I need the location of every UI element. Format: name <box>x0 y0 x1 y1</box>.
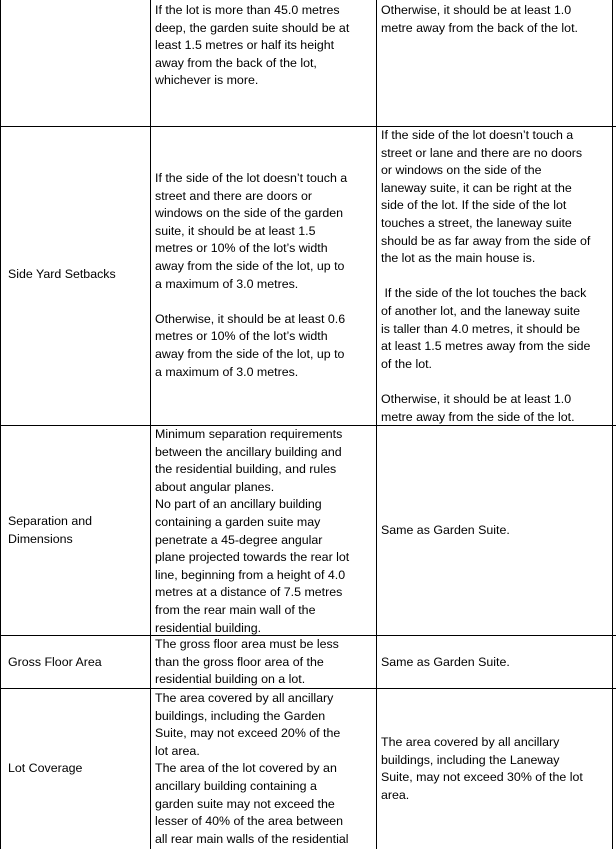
column-divider <box>376 0 377 849</box>
text-line: least 1.5 metres or half its height <box>155 38 335 53</box>
text-line: or windows on the side of the <box>381 163 542 178</box>
text-line: Suite, may not exceed 30% of the lot <box>381 770 583 785</box>
text-line: buildings, including the Laneway <box>381 752 560 767</box>
garden-suite-cell <box>155 170 347 381</box>
garden-suite-cell <box>155 690 349 848</box>
row-label-text: Side Yard Setbacks <box>8 267 116 281</box>
column-divider <box>0 0 1 849</box>
text-line: ancillary building containing a <box>155 778 317 793</box>
text-line: area. <box>381 787 410 802</box>
laneway-suite-cell <box>381 654 510 672</box>
text-line: the residential building, and rules <box>155 462 337 477</box>
text-line: away from the side of the lot, up to <box>155 258 345 273</box>
text-line: containing a garden suite may <box>155 514 321 529</box>
text-line: plane projected towards the rear lot <box>155 550 350 565</box>
text-line: Otherwise, it should be at least 1.0 <box>381 3 572 17</box>
text-line: residential building on a lot. <box>155 672 306 687</box>
row-label-text: Lot Coverage <box>8 761 83 775</box>
text-line: The area covered by all ancillary <box>155 691 334 705</box>
laneway-suite-cell <box>381 2 578 37</box>
text-line: metres or 10% of the lot’s width <box>155 241 328 256</box>
row-label-text: Dimensions <box>8 531 73 546</box>
row-label-text: Separation and <box>8 514 93 528</box>
laneway-suite-cell <box>381 734 583 804</box>
text-line: If the side of the lot doesn’t touch a <box>155 171 348 185</box>
text-line: a maximum of 3.0 metres. <box>155 276 299 291</box>
text-line: about angular planes. <box>155 479 275 494</box>
text-line: away from the side of the lot, up to <box>155 346 345 361</box>
text-line: deep, the garden suite should be at <box>155 20 350 35</box>
text-line: buildings, including the Garden <box>155 708 326 723</box>
text-line: If the side of the lot touches the back <box>381 286 587 301</box>
column-divider <box>150 0 151 849</box>
text-line: street or lane and there are no doors <box>381 145 583 160</box>
garden-suite-cell <box>155 636 339 689</box>
text-line: windows on the side of the garden <box>155 206 344 221</box>
text-line: between the ancillary building and <box>155 444 342 459</box>
laneway-suite-cell <box>381 522 510 540</box>
text-line: Minimum separation requirements <box>155 427 343 441</box>
text-line: No part of an ancillary building <box>155 497 322 512</box>
text-line: metre away from the side of the lot. <box>381 409 575 424</box>
text-line: is taller than 4.0 metres, it should be <box>381 321 581 336</box>
garden-suite-cell <box>155 2 349 90</box>
laneway-suite-cell <box>381 127 590 426</box>
column-divider <box>612 0 613 849</box>
text-line: Same as Garden Suite. <box>381 523 510 537</box>
row-label-separation-and-dimensions <box>8 513 92 548</box>
text-line: away from the back of the lot, <box>155 55 317 70</box>
row-label-side-yard-setbacks <box>8 266 116 284</box>
text-line: metre away from the back of the lot. <box>381 20 578 35</box>
text-line: a maximum of 3.0 metres. <box>155 364 299 379</box>
garden-suite-cell <box>155 426 349 637</box>
text-line: whichever is more. <box>155 73 259 88</box>
text-line: suite, it should be at least 1.5 <box>155 223 316 238</box>
text-line: Otherwise, it should be at least 1.0 <box>381 391 572 406</box>
text-line: metres at a distance of 7.5 metres <box>155 585 343 600</box>
text-line: laneway suite, it can be right at the <box>381 180 572 195</box>
text-line: The gross floor area must be less <box>155 637 339 651</box>
text-line: If the side of the lot doesn’t touch a <box>381 128 574 142</box>
text-line: lesser of 40% of the area between <box>155 814 344 829</box>
text-line: If the lot is more than 45.0 metres <box>155 3 340 17</box>
text-line: Suite, may not exceed 20% of the <box>155 726 341 741</box>
text-line: than the gross floor area of the <box>155 654 324 669</box>
text-line: Otherwise, it should be at least 0.6 <box>155 311 346 326</box>
text-line: garden suite may not exceed the <box>155 796 335 811</box>
text-line: The area covered by all ancillary <box>381 735 560 749</box>
text-line: should be as far away from the side of <box>381 233 591 248</box>
text-line: from the rear main wall of the <box>155 602 316 617</box>
text-line: line, beginning from a height of 4.0 <box>155 567 346 582</box>
text-line: street and there are doors or <box>155 188 313 203</box>
text-line: Same as Garden Suite. <box>381 655 510 669</box>
text-line: penetrate a 45-degree angular <box>155 532 323 547</box>
text-line: lot area. <box>155 743 200 758</box>
text-line: The area of the lot covered by an <box>155 761 337 776</box>
text-line: of the lot. <box>381 356 432 371</box>
text-line: all rear main walls of the residential <box>155 831 349 846</box>
text-line: the lot as the main house is. <box>381 251 536 266</box>
text-line: metres or 10% of the lot’s width <box>155 329 328 344</box>
text-line: residential building. <box>155 620 262 635</box>
row-label-lot-coverage <box>8 760 82 778</box>
row-label-text: Gross Floor Area <box>8 655 102 669</box>
text-line: at least 1.5 metres away from the side <box>381 339 591 354</box>
text-line: touches a street, the laneway suite <box>381 215 572 230</box>
row-label-gross-floor-area <box>8 654 102 672</box>
text-line: side of the lot. If the side of the lot <box>381 198 567 213</box>
text-line: of another lot, and the laneway suite <box>381 303 581 318</box>
